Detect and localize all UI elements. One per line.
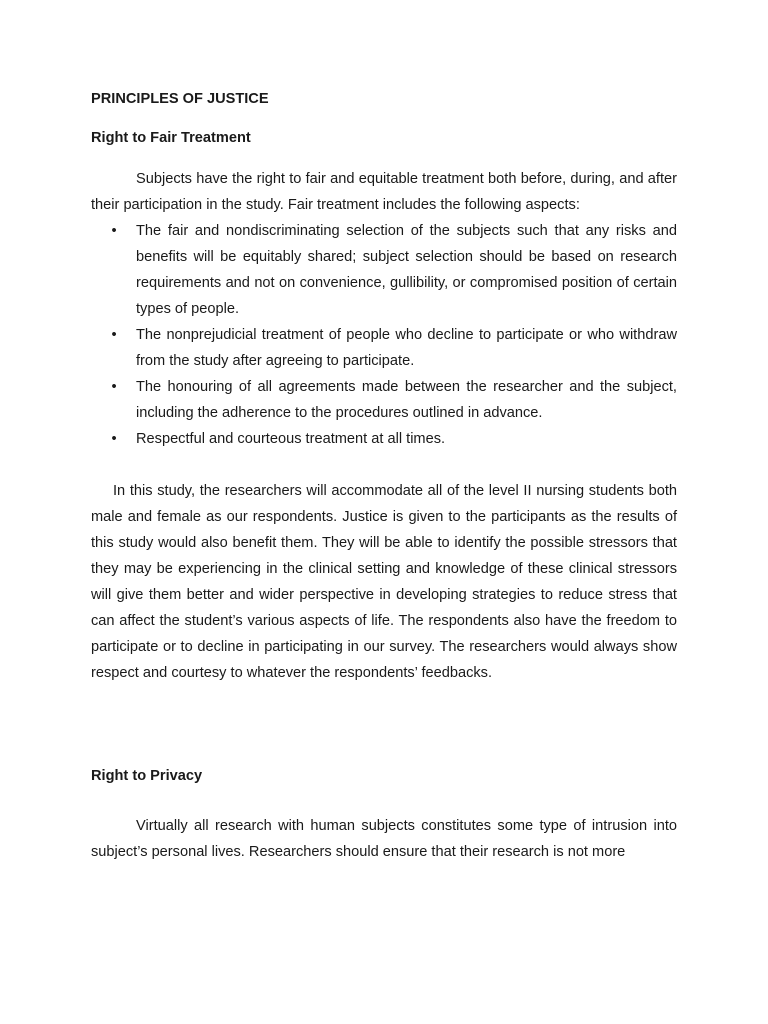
study-justice-paragraph: In this study, the researchers will accommodate all of the level II nursing students both male and female as our respondents. Justice is given to the participants as the results of this study would also benefit them. They will be able to identify the possible stressors that they may be experiencing in the clinical setting and knowledge of these clinical stressors will give them better and wider perspective in developing strategies to reduce stress that can affect the student’s various aspects of life. The respondents also have the freedom to participate or to decline in participating in our survey. The researchers would always show respect and courtesy to whatever the respondents’ feedbacks.	[91, 483, 677, 681]
bullet-icon: •	[111, 379, 117, 395]
list-item	[91, 322, 677, 374]
privacy-paragraph: Virtually all research with human subjects constitutes some type of intrusion into subject’s personal lives. Researchers should ensure that their research is not more	[91, 818, 677, 860]
fair-treatment-intro: Subjects have the right to fair and equitable treatment both before, during, and after their participation in the study. Fair treatment includes the following aspects:	[91, 171, 677, 213]
section-heading-fair-treatment: Right to Fair Treatment	[91, 130, 251, 146]
document-body	[91, 88, 677, 865]
list-item	[91, 426, 677, 452]
list-item-text: Respectful and courteous treatment at all times.	[136, 431, 446, 447]
bullet-icon: •	[111, 431, 117, 447]
list-item-text: The honouring of all agreements made between the researcher and the subject, including the adherence to the procedures outlined in advance.	[136, 379, 677, 421]
list-item-text: The fair and nondiscriminating selection of the subjects such that any risks and benefits will be equitably shared; subject selection should be based on research requirements and not on convenience, gullibility, or compromised position of certain types of people.	[136, 223, 677, 317]
bullet-icon: •	[111, 223, 117, 239]
fair-treatment-aspects-list	[91, 218, 677, 452]
list-item	[91, 374, 677, 426]
list-item	[91, 218, 677, 322]
bullet-icon: •	[111, 327, 117, 343]
document-title: PRINCIPLES OF JUSTICE	[91, 91, 269, 107]
section-heading-privacy: Right to Privacy	[91, 768, 203, 784]
list-item-text: The nonprejudicial treatment of people who decline to participate or who withdraw from the study after agreeing to participate.	[136, 327, 677, 369]
